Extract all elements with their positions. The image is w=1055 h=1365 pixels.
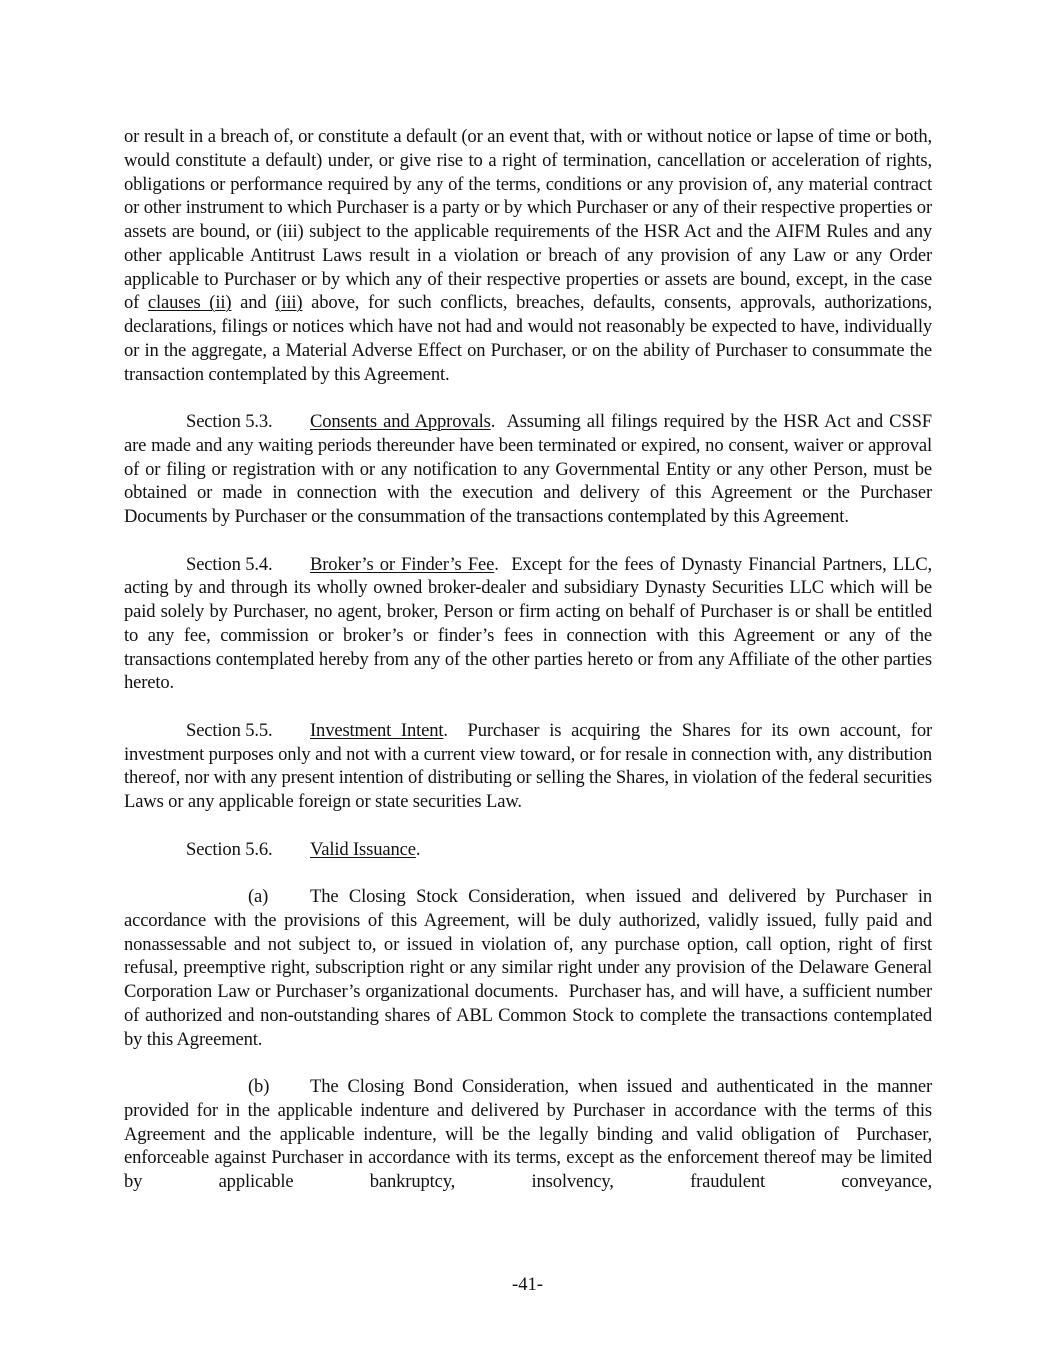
heading-punctuation: .	[443, 719, 448, 741]
subsection-body: The Closing Bond Consideration, when issued and authenticated in the manner provided for in the applicable indenture and delivered by Purchaser in accordance with the terms of this Agreement and the applicable indenture, will be the legally binding and valid obligation of Purchaser, enforceable against Purchaser in accordance with its terms, except as the enforcement thereof may be limited by applicable bankruptcy, insolvency, fraudulent conveyance,	[124, 1076, 941, 1192]
paragraph-text: above, for such conflicts, breaches, defaults, consents, approvals, authorizations, declarations, filings or notices which have not had and would not reasonably be expected to have, individually or in the aggregate, a Material Adverse Effect on Purchaser, or on the ability of Purchaser to consummate the transaction contemplated by this Agreement.	[124, 292, 932, 385]
section-number: Section 5.5.	[186, 719, 273, 741]
section-body: Except for the fees of Dynasty Financial Partners, LLC, acting by and through its wholly owned broker-dealer and subsidiary Dynasty Securities LLC which will be paid solely by Purchaser, no agent, broker, Person or firm acting on behalf of Purchaser is or shall be entitled to any fee, commission or broker’s or finder’s fees in connection with this Agreement or any of the transactions contemplated hereby from any of the other parties hereto or from any Affiliate of the other parties hereto.	[124, 553, 937, 694]
heading-punctuation: .	[415, 838, 421, 860]
section-number: Section 5.6.	[186, 838, 273, 860]
clause-reference: clauses (ii)	[147, 292, 232, 314]
section-number: Section 5.3.	[186, 411, 273, 432]
section-5-4	[124, 553, 937, 696]
document-page	[124, 125, 941, 1218]
section-body: Assuming all filings required by the HSR Act and CSSF are made and any waiting periods thereunder have been terminated or expired, no consent, waiver or approval of or filing or registration with or any notification to any Governmental Entity or any other Person, must be obtained or made in connection with the execution and delivery of this Agreement or the Purchaser Documents by Purchaser or the consummation of the transactions contemplated by this Agreement.	[124, 411, 937, 527]
paragraph-text: and	[231, 292, 276, 314]
subsection-label: (a)	[248, 886, 269, 907]
section-heading: Valid Issuance	[310, 838, 416, 860]
page-number: -41-	[512, 1274, 543, 1295]
heading-punctuation: .	[494, 553, 499, 575]
subsection-5-6-a	[124, 885, 937, 1051]
heading-punctuation: .	[490, 411, 496, 432]
section-heading: Consents and Approvals	[310, 411, 491, 432]
paragraph-text: or result in a breach of, or constitute a default (or an event that, with or without notice or lapse of time or both, would constitute a default) under, or give rise to a right of termination, cancellation or acceleration of rights, obligations or performance required by any of the terms, conditions or any provision of, any material contract or other instrument to which Purchaser is a party or by which Purchaser or any of their respective properties or assets are bound, or (iii) subject to the applicable requirements of the HSR Act and the AIFM Rules and any other applicable Antitrust Laws result in a violation or breach of any provision of any Law or any Order applicable to Purchaser or by which any of their respective properties or assets are bound, except, in the case of	[124, 126, 932, 314]
section-number: Section 5.4.	[186, 553, 273, 575]
section-body: Purchaser is acquiring the Shares for its own account, for investment purposes only and not with a current view toward, or for resale in connection with, any distribution thereof, nor with any present intention of distributing or selling the Shares, in violation of the federal securities Laws or any applicable foreign or state securities Law.	[124, 719, 937, 812]
paragraph-continuation	[124, 125, 932, 386]
subsection-body: The Closing Stock Consideration, when issued and delivered by Purchaser in accordance with the provisions of this Agreement, will be duly authorized, validly issued, fully paid and nonassessable and not subject to, or issued in violation of, any purchase option, call option, right of first refusal, preemptive right, subscription right or any similar right under any provision of the Delaware General Corporation Law or Purchaser’s organizational documents. Purchaser has, and will have, a sufficient number of authorized and non-outstanding shares of ABL Common Stock to complete the transactions contemplated by this Agreement.	[124, 886, 937, 1050]
section-5-6	[124, 838, 932, 862]
section-5-5	[124, 719, 937, 814]
section-heading: Broker’s or Finder’s Fee	[310, 553, 495, 575]
clause-reference: (iii)	[275, 292, 303, 314]
section-heading: Investment Intent	[310, 719, 444, 741]
section-5-3	[124, 410, 937, 529]
subsection-5-6-b	[124, 1075, 941, 1194]
subsection-label: (b)	[248, 1076, 270, 1097]
